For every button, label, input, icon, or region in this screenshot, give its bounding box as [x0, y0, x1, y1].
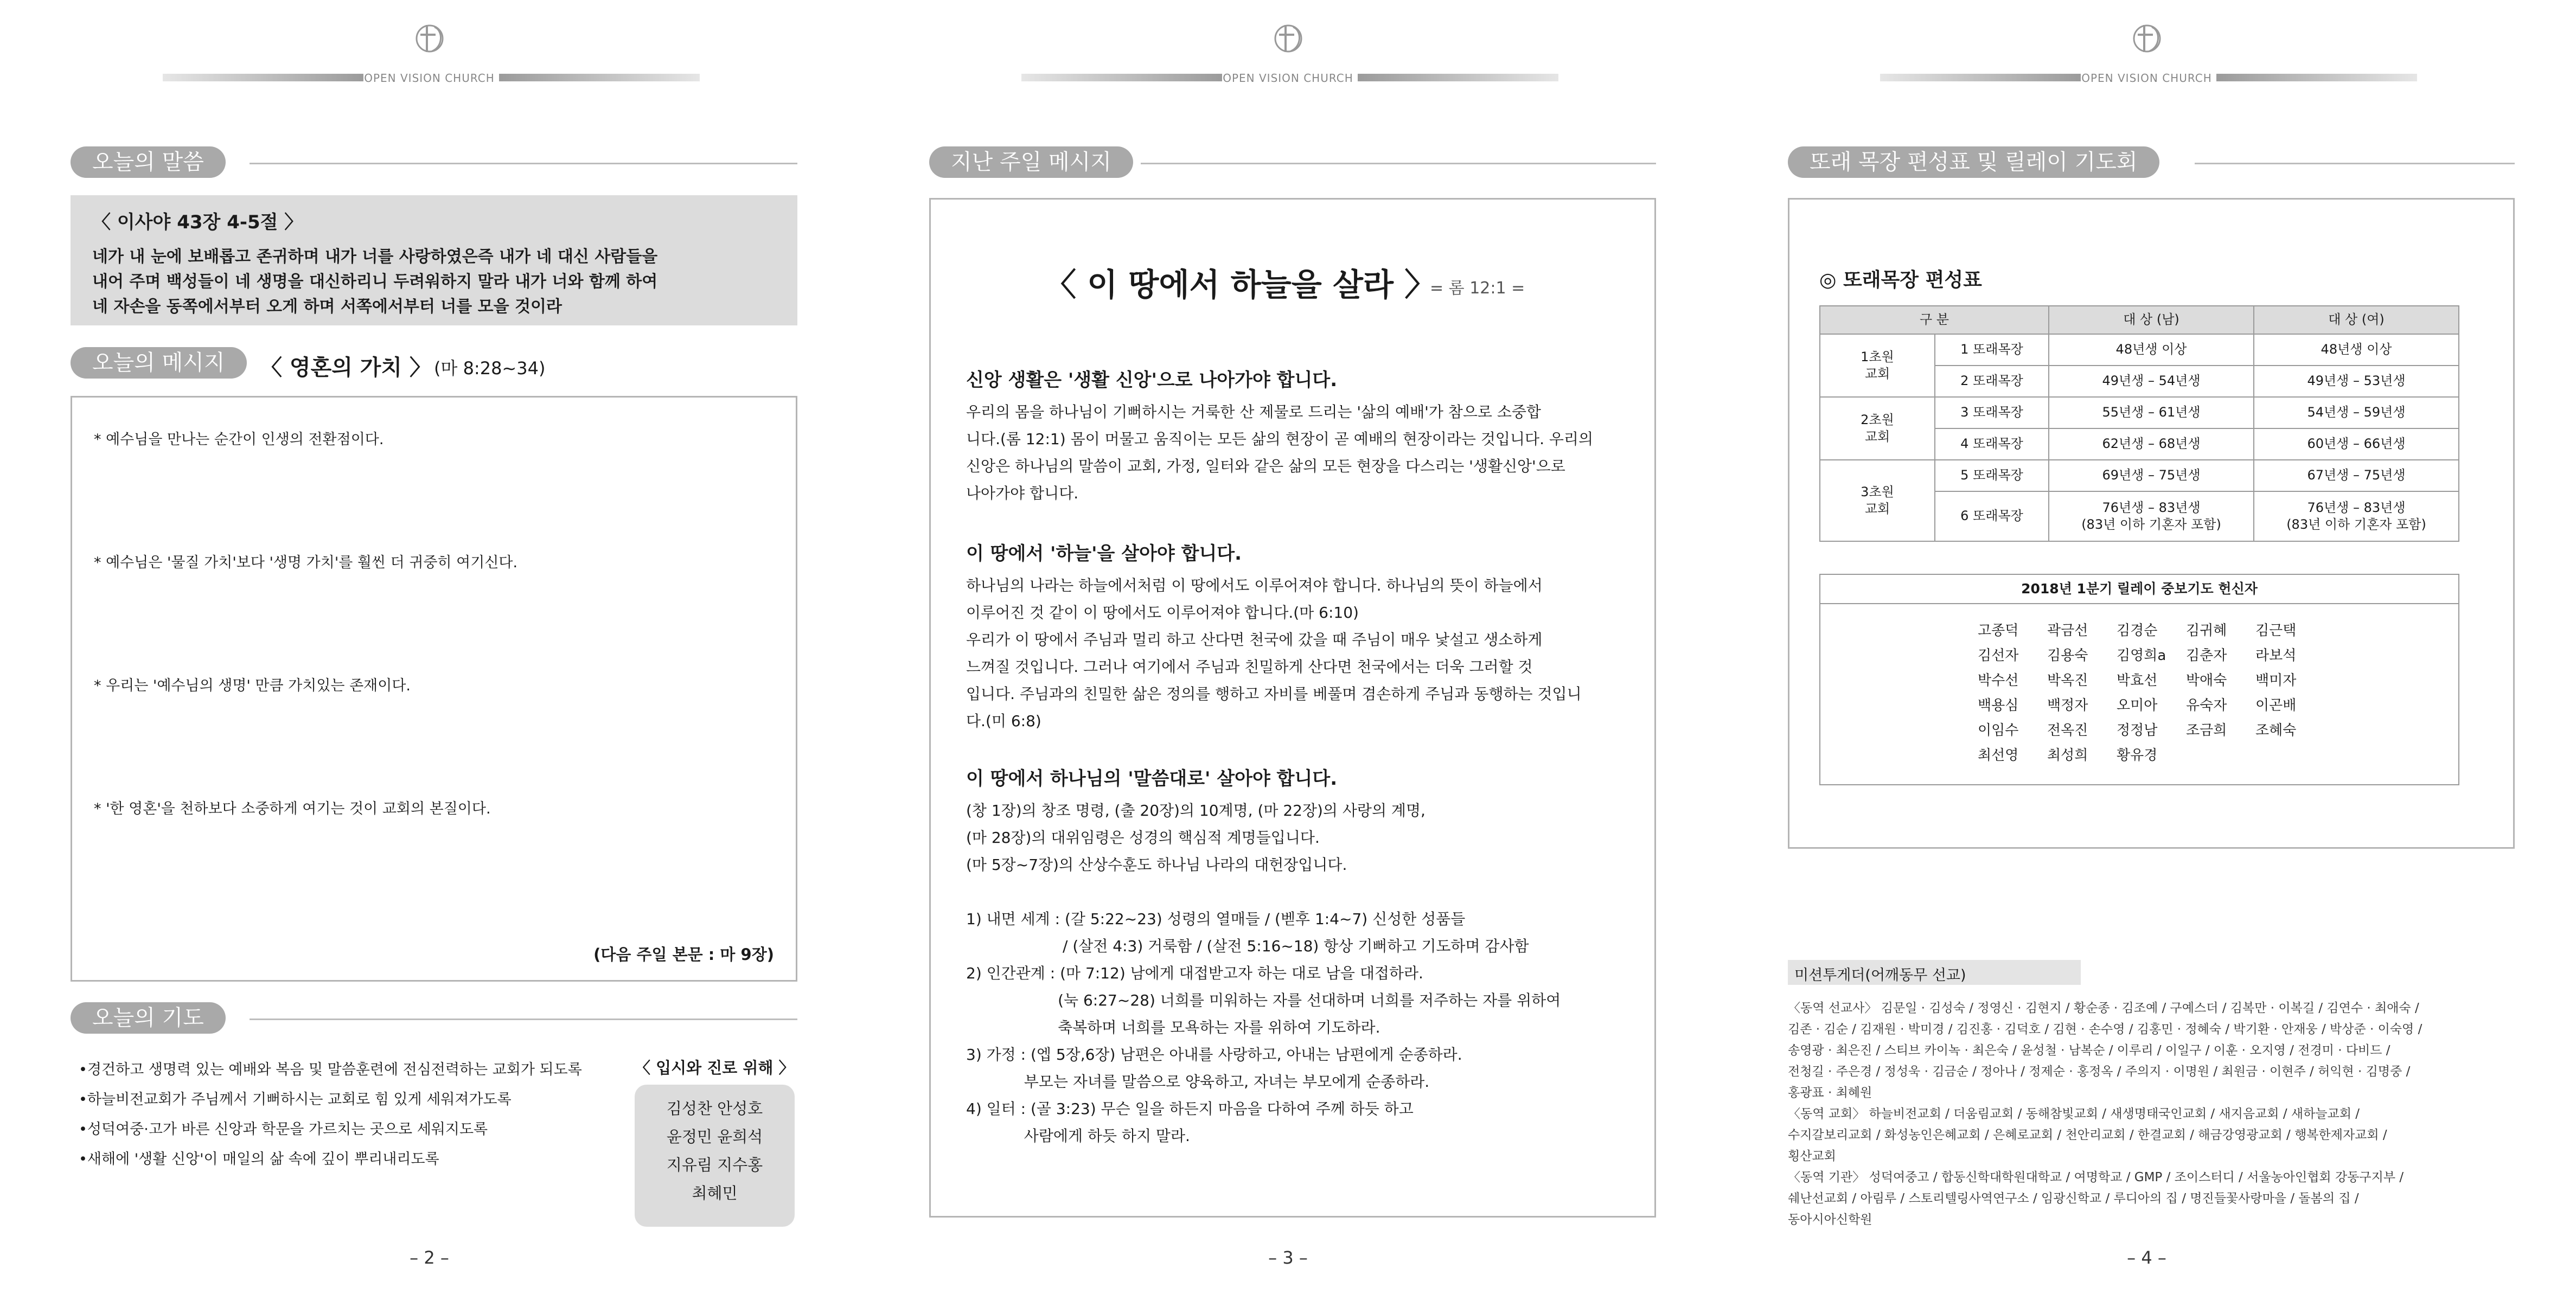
mission-line: 송영광 · 최은진 / 스티브 카이녹 · 최은숙 / 윤성철 · 남복순 / 이루리 / 이일구 / 이훈 · 오지영 / 전경미 · 다비드 /: [1788, 1043, 2390, 1058]
mission-line: 〈동역 선교사〉 김문일 · 김성숙 / 정영신 · 김현지 / 황순종 · 김조예 / 구예스더 / 김복만 · 이복길 / 김연수 · 최애숙 /: [1788, 1001, 2419, 1015]
sermon-line: 나아가야 합니다.: [966, 484, 1079, 502]
relay-name-row: [1978, 718, 2325, 743]
relay-name: 백정자: [2047, 697, 2088, 714]
relay-name: 최선영: [1978, 747, 2019, 764]
table-title: ◎ 또래목장 편성표: [1819, 269, 1982, 291]
group-name: 2초원 교회: [1820, 397, 1935, 460]
entrance-title: 〈 입시와 진로 위해 〉: [635, 1059, 795, 1077]
mission-line: 수지갈보리교회 / 화성농인은혜교회 / 은혜로교회 / 천안리교회 / 한결교회 / 해금강영광교회 / 행복한제자교회 /: [1788, 1128, 2387, 1142]
relay-name: 백미자: [2255, 672, 2297, 689]
message-subject: 〈 영혼의 가치 〉: [260, 355, 431, 380]
entrance-name-line: 김성찬 안성호: [666, 1099, 763, 1118]
group-table: [1819, 305, 2459, 542]
prayer-item: •하늘비전교회가 주님께서 기뻐하시는 교회로 힘 있게 세워져가도록: [79, 1091, 512, 1108]
sermon-line: 우리의 몸을 하나님이 기뻐하시는 거룩한 산 제물로 드리는 '삶의 예배'가 참으로 소중합: [966, 403, 1541, 421]
church-name: OPEN VISION CHURCH: [1223, 72, 1353, 85]
sermon-list-line: 2) 인간관계 : (마 7:12) 남에게 대접받고자 하는 대로 남을 대접하라.: [966, 964, 1423, 982]
table-cell: 76년생 – 83년생 (83년 이하 기혼자 포함): [2254, 491, 2459, 541]
relay-name: 곽금선: [2047, 623, 2088, 639]
message-point: * 우리는 '예수님의 생명' 만큼 가치있는 존재이다.: [94, 677, 411, 694]
section-title-word: 오늘의 말씀: [71, 146, 226, 178]
sermon-list-line: (눅 6:27~28) 너희를 미워하는 자를 선대하며 너희를 저주하는 자를 위하여: [966, 991, 1561, 1009]
relay-name: 조혜숙: [2255, 722, 2297, 739]
relay-name: 유숙자: [2186, 697, 2227, 714]
relay-name-row: [1978, 743, 2325, 768]
sermon-list-line: 3) 가정 : (엡 5장,6장) 남편은 아내를 사랑하고, 아내는 남편에게 순종하라.: [966, 1046, 1462, 1064]
relay-name: 백용심: [1978, 697, 2019, 714]
sermon-line: 다.(미 6:8): [966, 712, 1041, 730]
relay-name: 박옥진: [2047, 672, 2088, 689]
mission-line: 〈동역 교회〉 하늘비전교회 / 더움림교회 / 동해참빛교회 / 새생명태국인교회 / 새지음교회 / 새하늘교회 /: [1788, 1107, 2360, 1121]
message-point: * '한 영혼'을 천하보다 소중하게 여기는 것이 교회의 본질이다.: [94, 800, 491, 817]
header-bar-left: [1021, 74, 1222, 81]
mission-title-bg: [1788, 960, 2081, 985]
sermon-line: (마 28장)의 대위임령은 성경의 핵심적 계명들입니다.: [966, 829, 1320, 847]
relay-name: 박수선: [1978, 672, 2019, 689]
table-cell: 2 또래목장: [1935, 366, 2049, 397]
table-cell: 60년생 – 66년생: [2254, 428, 2459, 460]
relay-name: 정정남: [2117, 722, 2158, 739]
mission-line: 횡산교회: [1788, 1149, 1836, 1163]
entrance-name-line: 지유림 지수홍: [666, 1156, 763, 1174]
mission-line: 홍광표 · 최혜원: [1788, 1086, 1872, 1100]
table-cell: 49년생 – 54년생: [2049, 366, 2254, 397]
page-number: – 3 –: [1268, 1247, 1308, 1268]
table-cell: 3 또래목장: [1935, 397, 2049, 428]
relay-title: 2018년 1분기 릴레이 중보기도 헌신자: [1820, 575, 2458, 604]
sermon-box: [929, 198, 1656, 1218]
relay-name-row: [1978, 668, 2325, 693]
header-bar-right: [2216, 74, 2417, 81]
section-title-last-message: 지난 주일 메시지: [929, 146, 1133, 178]
sermon-list-line: 축복하며 너희를 모욕하는 자를 위하여 기도하라.: [966, 1018, 1380, 1036]
sermon-line: (마 5장~7장)의 산상수훈도 하나님 나라의 대헌장입니다.: [966, 856, 1347, 874]
header-bar-left: [163, 74, 363, 81]
table-cell: 54년생 – 59년생: [2254, 397, 2459, 428]
sermon-list-line: / (살전 4:3) 거룩함 / (살전 5:16~18) 항상 기뻐하고 기도하며 감사함: [966, 937, 1529, 955]
table-cell: 6 또래목장: [1935, 491, 2049, 541]
message-point: * 예수님은 '물질 가치'보다 '생명 가치'를 훨씬 더 귀중히 여기신다.: [94, 554, 518, 571]
church-name: OPEN VISION CHURCH: [2081, 72, 2212, 85]
section-title-groups: 또래 목장 편성표 및 릴레이 기도회: [1788, 146, 2159, 178]
relay-name: 김영희a: [2117, 648, 2166, 664]
sermon-line: 이루어진 것 같이 이 땅에서도 이루어져야 합니다.(마 6:10): [966, 604, 1359, 622]
sermon-list-line: 1) 내면 세계 : (갈 5:22~23) 성령의 열매들 / (벧후 1:4~7) 신성한 성품들: [966, 910, 1466, 928]
table-cell: 67년생 – 75년생: [2254, 460, 2459, 491]
church-name: OPEN VISION CHURCH: [364, 72, 495, 85]
page-header: [859, 15, 1717, 85]
page-header: [0, 15, 859, 85]
table-cell: 5 또래목장: [1935, 460, 2049, 491]
mission-line: 쉐난선교회 / 아림루 / 스토리텔링사역연구소 / 임광신학교 / 루디아의 집 / 명진들꽃사랑마을 / 돌봄의 집 /: [1788, 1191, 2359, 1206]
prayer-item: •새해에 '생활 신앙'이 매일의 삶 속에 깊이 뿌리내리도록: [79, 1151, 439, 1168]
relay-name: 박효선: [2117, 672, 2158, 689]
relay-name: 김경순: [2117, 623, 2158, 639]
header-bar-right: [499, 74, 700, 81]
scripture-line: 내어 주며 백성들이 네 생명을 대신하리니 두려워하지 말라 내가 너와 함께 하여: [92, 272, 658, 291]
message-box: [71, 396, 797, 982]
prayer-item: •성덕여중·고가 바른 신앙과 학문을 가르치는 곳으로 세워지도록: [79, 1121, 488, 1138]
next-sermon-text: (다음 주일 본문 : 마 9장): [593, 945, 774, 964]
relay-name: 조금희: [2186, 722, 2227, 739]
group-name: 3초원 교회: [1820, 460, 1935, 541]
sermon-title: 〈 이 땅에서 하늘을 살라 〉: [1045, 266, 1436, 303]
mission-line: 〈동역 기관〉 성덕여중고 / 합동신학대학원대학교 / 여명학교 / GMP / 조이스터디 / 서울농아인협회 강동구지부 /: [1788, 1170, 2404, 1184]
relay-box: [1819, 574, 2459, 785]
sermon-list-line: 부모는 자녀를 말씀으로 양육하고, 자녀는 부모에게 순종하라.: [966, 1073, 1430, 1091]
table-header: 대 상 (남): [2049, 306, 2254, 334]
sermon-line: (창 1장)의 창조 명령, (출 20장)의 10계명, (마 22장)의 사랑의 계명,: [966, 802, 1426, 819]
table-cell: 76년생 – 83년생 (83년 이하 기혼자 포함): [2049, 491, 2254, 541]
sermon-line: 우리가 이 땅에서 주님과 멀리 하고 산다면 천국에 갔을 때 주님이 매우 낯설고 생소하게: [966, 631, 1543, 649]
section-title-message: 오늘의 메시지: [71, 347, 247, 379]
relay-name: 김선자: [1978, 648, 2019, 664]
relay-name: 김용숙: [2047, 648, 2088, 664]
table-cell: 48년생 이상: [2049, 334, 2254, 366]
relay-name: 이임수: [1978, 722, 2019, 739]
scripture-line: 네 자손을 동쪽에서부터 오게 하며 서쪽에서부터 너를 모을 것이라: [92, 297, 562, 316]
sermon-heading: 신앙 생활은 '생활 신앙'으로 나아가야 합니다.: [966, 369, 1338, 391]
relay-name: 황유경: [2117, 747, 2158, 764]
section-rule: [250, 1018, 797, 1020]
relay-name: 오미아: [2117, 697, 2158, 714]
section-title-prayer: 오늘의 기도: [71, 1002, 226, 1034]
sermon-list-line: 4) 일터 : (골 3:23) 무슨 일을 하든지 마음을 다하여 주께 하듯 하고: [966, 1100, 1414, 1118]
sermon-heading: 이 땅에서 하나님의 '말씀대로' 살아야 합니다.: [966, 768, 1338, 790]
entrance-name-line: 윤정민 윤희석: [666, 1128, 763, 1146]
table-cell: 48년생 이상: [2254, 334, 2459, 366]
table-header: 대 상 (여): [2254, 306, 2459, 334]
relay-name: 고종덕: [1978, 623, 2019, 639]
group-name: 1초원 교회: [1820, 334, 1935, 397]
mission-line: 동아시아신학원: [1788, 1213, 1872, 1227]
section-rule: [250, 163, 797, 164]
sermon-line: 니다.(롬 12:1) 몸이 머물고 움직이는 모든 삶의 현장이 곧 예배의 현장이라는 것입니다. 우리의: [966, 430, 1594, 448]
relay-name: 김귀혜: [2186, 623, 2227, 639]
header-bar-left: [1880, 74, 2081, 81]
mission-line: 전청길 · 주은경 / 정성욱 · 김금순 / 정아나 / 정제순 · 홍정옥 / 주의지 · 이명원 / 최원금 · 이현주 / 허익현 · 김명중 /: [1788, 1065, 2411, 1079]
relay-name: 김춘자: [2186, 648, 2227, 664]
table-header: 구 분: [1820, 306, 2049, 334]
sermon-line: 느껴질 것입니다. 그러나 여기에서 주님과 친밀하게 산다면 천국에서는 더욱 그러할 것: [966, 658, 1533, 676]
mission-list: [1788, 998, 2515, 1231]
table-cell: 4 또래목장: [1935, 428, 2049, 460]
table-cell: 55년생 – 61년생: [2049, 397, 2254, 428]
section-rule: [1141, 163, 1656, 164]
relay-name: 최성희: [2047, 747, 2088, 764]
church-logo-icon: [1269, 20, 1307, 57]
relay-name-row: [1978, 693, 2325, 718]
message-ref: (마 8:28~34): [434, 358, 546, 379]
sermon-line: 하나님의 나라는 하늘에서처럼 이 땅에서도 이루어져야 합니다. 하나님의 뜻이 하늘에서: [966, 576, 1543, 594]
prayer-item: •경건하고 생명력 있는 예배와 복음 및 말씀훈련에 전심전력하는 교회가 되도록: [79, 1061, 582, 1078]
table-cell: 1 또래목장: [1935, 334, 2049, 366]
section-rule: [2195, 163, 2515, 164]
scripture-ref: 〈 이사야 43장 4-5절 〉: [92, 212, 303, 233]
church-logo-icon: [2128, 20, 2166, 57]
table-cell: 69년생 – 75년생: [2049, 460, 2254, 491]
scripture-line: 네가 내 눈에 보배롭고 존귀하며 내가 너를 사랑하였은즉 내가 네 대신 사람들을: [92, 247, 658, 266]
entrance-name-line: 최혜민: [692, 1184, 738, 1202]
church-logo-icon: [411, 20, 449, 57]
scripture-box: [71, 195, 797, 325]
page-number: – 4 –: [2127, 1247, 2166, 1268]
sermon-list-line: 사람에게 하듯 하지 말라.: [966, 1127, 1190, 1145]
relay-name: 이곤배: [2255, 697, 2297, 714]
sermon-line: 신앙은 하나님의 말씀이 교회, 가정, 일터와 같은 삶의 모든 현장을 다스리는 '생활신앙'으로: [966, 457, 1565, 475]
table-cell: 49년생 – 53년생: [2254, 366, 2459, 397]
groups-box: [1788, 198, 2515, 849]
mission-title: 미션투게더(어깨동무 선교): [1794, 967, 1966, 984]
mission-line: 김존 · 김순 / 김재원 · 박미경 / 김진홍 · 김덕호 / 김현 · 손수영 / 김홍민 · 정혜숙 / 박기환 · 안재웅 / 박상준 · 이숙영 /: [1788, 1022, 2422, 1036]
relay-name-row: [1978, 643, 2325, 668]
page-middle: [859, 0, 1717, 1294]
message-point: * 예수님을 만나는 순간이 인생의 전환점이다.: [94, 431, 384, 448]
sermon-line: 입니다. 주님과의 친밀한 삶은 정의를 행하고 자비를 베풀며 겸손하게 주님과 동행하는 것입니: [966, 685, 1582, 703]
page-right: [1717, 0, 2576, 1294]
relay-name: 전옥진: [2047, 722, 2088, 739]
relay-name: 김근택: [2255, 623, 2297, 639]
header-bar-right: [1358, 74, 1558, 81]
page-header: [1717, 15, 2576, 85]
entrance-names-box: [635, 1085, 795, 1227]
relay-name: 박애숙: [2186, 672, 2227, 689]
sermon-ref: = 롬 12:1 =: [1430, 279, 1525, 298]
relay-name: 라보석: [2255, 648, 2297, 664]
relay-names: [1978, 618, 2325, 768]
relay-name-row: [1978, 618, 2325, 643]
table-cell: 62년생 – 68년생: [2049, 428, 2254, 460]
page-left: [0, 0, 859, 1294]
sermon-heading: 이 땅에서 '하늘'을 살아야 합니다.: [966, 543, 1242, 565]
page-number: – 2 –: [410, 1247, 449, 1268]
